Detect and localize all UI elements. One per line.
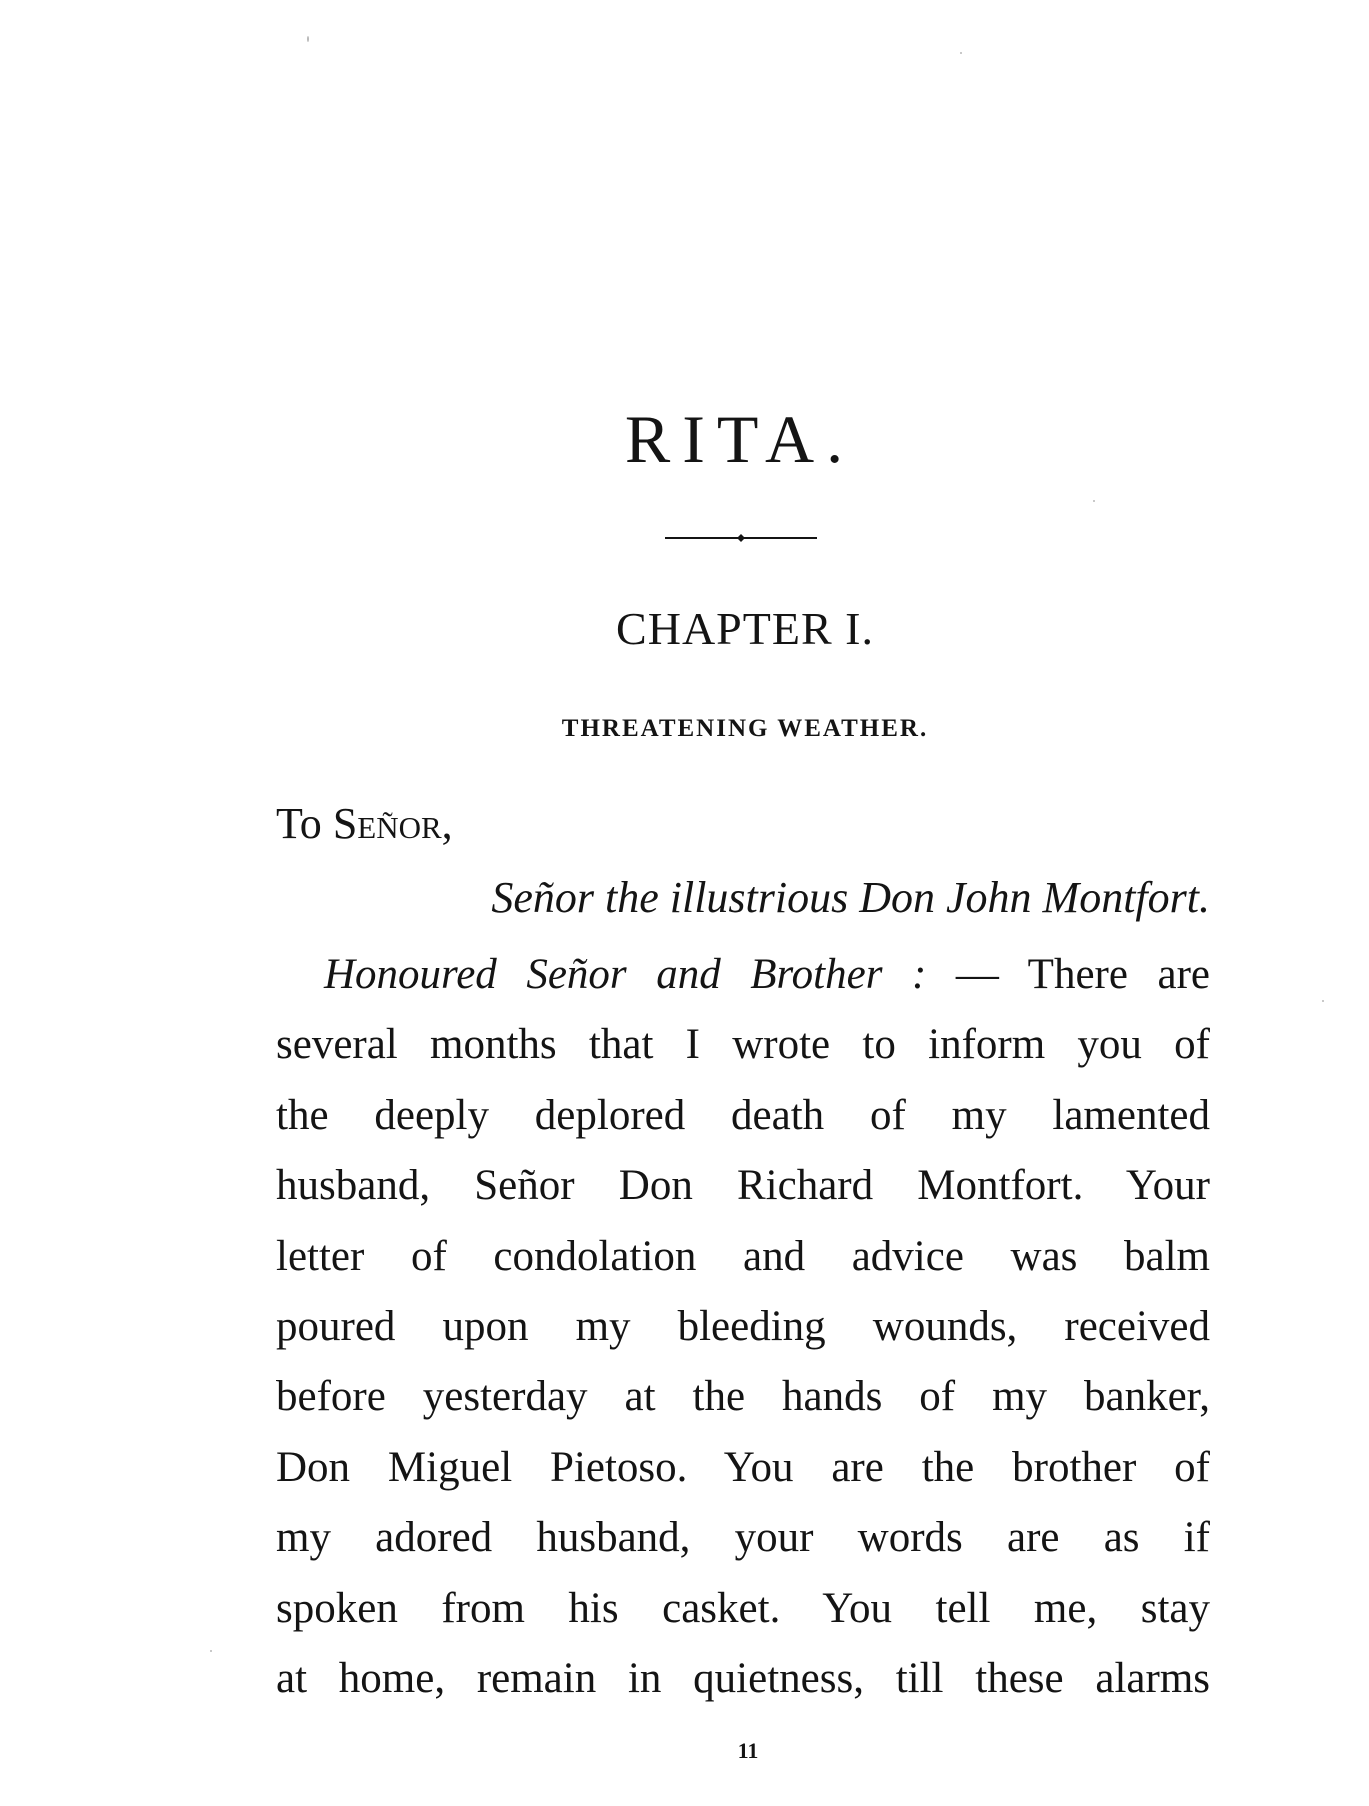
body-line: the deeply deplored death of my lamented bbox=[276, 1091, 1210, 1139]
page-number: 11 bbox=[737, 1738, 759, 1763]
letter-body bbox=[276, 940, 1210, 1714]
salutation-name: Señor, bbox=[332, 799, 453, 848]
body-line: before yesterday at the hands of my banker, bbox=[276, 1373, 1210, 1421]
letter-greeting: Honoured Señor and Brother : bbox=[324, 951, 927, 998]
paper-speck bbox=[1322, 1000, 1324, 1002]
paper-speck bbox=[307, 36, 309, 42]
letter-address: Señor the illustrious Don John Montfort. bbox=[491, 873, 1210, 922]
paper-speck bbox=[1093, 500, 1095, 502]
body-line: poured upon my bleeding wounds, received bbox=[276, 1302, 1210, 1350]
body-line: Don Miguel Pietoso. You are the brother of bbox=[276, 1443, 1210, 1491]
body-line: letter of condolation and advice was balm bbox=[276, 1232, 1210, 1280]
body-line: at home, remain in quietness, till these alarms bbox=[276, 1654, 1210, 1702]
paper-speck bbox=[960, 52, 962, 54]
body-line bbox=[276, 940, 1210, 1010]
body-line-text: — There are bbox=[926, 951, 1210, 998]
chapter-subtitle: THREATENING WEATHER. bbox=[561, 715, 929, 742]
salutation-prefix: To bbox=[276, 799, 333, 848]
ornament-rule bbox=[665, 533, 817, 543]
body-line: several months that I wrote to inform you of bbox=[276, 1021, 1210, 1069]
letter-salutation bbox=[276, 800, 453, 848]
body-line: my adored husband, your words are as if bbox=[276, 1514, 1210, 1562]
body-line: husband, Señor Don Richard Montfort. Your bbox=[276, 1162, 1210, 1210]
chapter-heading: CHAPTER I. bbox=[616, 603, 874, 654]
body-line: spoken from his casket. You tell me, stay bbox=[276, 1584, 1210, 1632]
book-title: RITA. bbox=[624, 401, 856, 477]
paper-speck bbox=[210, 1650, 212, 1652]
